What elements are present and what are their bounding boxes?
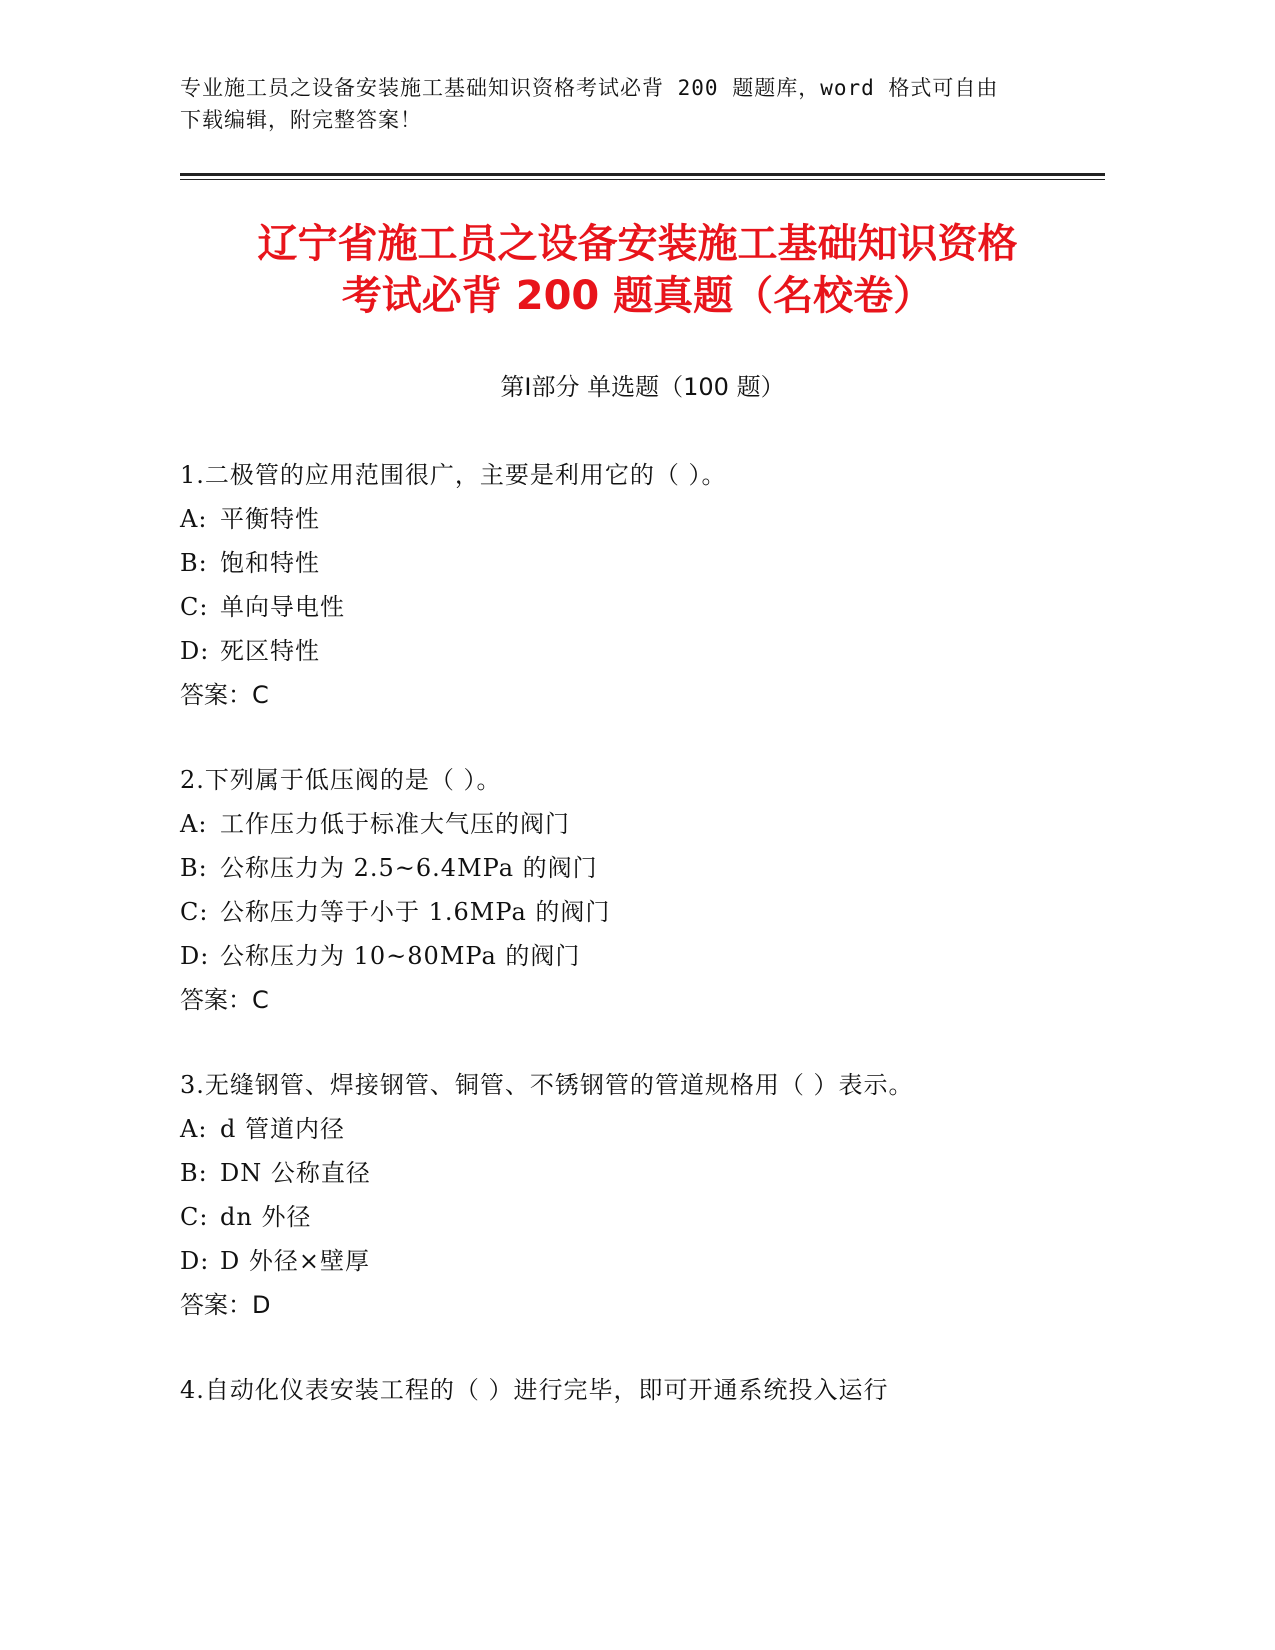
option-text: 单向导电性 bbox=[220, 593, 345, 621]
option-key: B: bbox=[180, 549, 208, 577]
option-d bbox=[180, 629, 1110, 673]
question-stem: 1.二极管的应用范围很广，主要是利用它的（ ）。 bbox=[180, 461, 727, 489]
question-2 bbox=[180, 758, 1110, 1022]
option-text: 工作压力低于标准大气压的阀门 bbox=[220, 810, 570, 838]
option-key: D: bbox=[180, 942, 210, 970]
option-key: A: bbox=[180, 810, 208, 838]
answer: 答案：C bbox=[180, 681, 269, 709]
option-key: D: bbox=[180, 637, 210, 665]
question-stem: 4.自动化仪表安装工程的（ ）进行完毕，即可开通系统投入运行 bbox=[180, 1376, 889, 1404]
document-header-note bbox=[180, 72, 1060, 136]
option-text: 平衡特性 bbox=[220, 505, 320, 533]
option-text: D 外径×壁厚 bbox=[220, 1247, 370, 1275]
document-title-line-1: 辽宁省施工员之设备安装施工基础知识资格 bbox=[257, 221, 1018, 267]
option-text: 公称压力为 2.5~6.4MPa 的阀门 bbox=[220, 854, 598, 882]
answer: 答案：C bbox=[180, 986, 269, 1014]
question-4 bbox=[180, 1368, 1110, 1412]
header-note-line-1: 专业施工员之设备安装施工基础知识资格考试必背 200 题题库，word 格式可自由 bbox=[180, 76, 999, 100]
option-b bbox=[180, 1151, 1110, 1195]
option-key: B: bbox=[180, 1159, 208, 1187]
section-heading: 第Ⅰ部分 单选题（100 题） bbox=[500, 373, 785, 401]
option-key: B: bbox=[180, 854, 208, 882]
header-divider-thin bbox=[180, 179, 1105, 180]
option-c bbox=[180, 1195, 1110, 1239]
option-b bbox=[180, 846, 1110, 890]
option-text: 饱和特性 bbox=[220, 549, 320, 577]
option-a bbox=[180, 802, 1110, 846]
option-a bbox=[180, 497, 1110, 541]
option-key: C: bbox=[180, 593, 209, 621]
header-divider-thick bbox=[180, 173, 1105, 176]
document-title bbox=[150, 218, 1125, 322]
question-stem: 3.无缝钢管、焊接钢管、铜管、不锈钢管的管道规格用（ ）表示。 bbox=[180, 1071, 914, 1099]
question-3 bbox=[180, 1063, 1110, 1327]
option-text: 死区特性 bbox=[220, 637, 320, 665]
question-stem: 2.下列属于低压阀的是（ ）。 bbox=[180, 766, 502, 794]
option-key: C: bbox=[180, 1203, 209, 1231]
option-text: d 管道内径 bbox=[220, 1115, 345, 1143]
question-1 bbox=[180, 453, 1110, 717]
option-key: D: bbox=[180, 1247, 210, 1275]
option-a bbox=[180, 1107, 1110, 1151]
option-text: 公称压力为 10~80MPa 的阀门 bbox=[220, 942, 581, 970]
option-key: A: bbox=[180, 505, 208, 533]
option-d bbox=[180, 934, 1110, 978]
option-b bbox=[180, 541, 1110, 585]
option-text: DN 公称直径 bbox=[220, 1159, 371, 1187]
document-title-line-2: 考试必背 200 题真题（名校卷） bbox=[341, 273, 934, 319]
option-c bbox=[180, 585, 1110, 629]
option-d bbox=[180, 1239, 1110, 1283]
option-key: C: bbox=[180, 898, 209, 926]
answer: 答案：D bbox=[180, 1291, 271, 1319]
option-key: A: bbox=[180, 1115, 208, 1143]
option-c bbox=[180, 890, 1110, 934]
option-text: dn 外径 bbox=[220, 1203, 312, 1231]
header-note-line-2: 下载编辑，附完整答案！ bbox=[180, 108, 422, 132]
option-text: 公称压力等于小于 1.6MPa 的阀门 bbox=[220, 898, 611, 926]
